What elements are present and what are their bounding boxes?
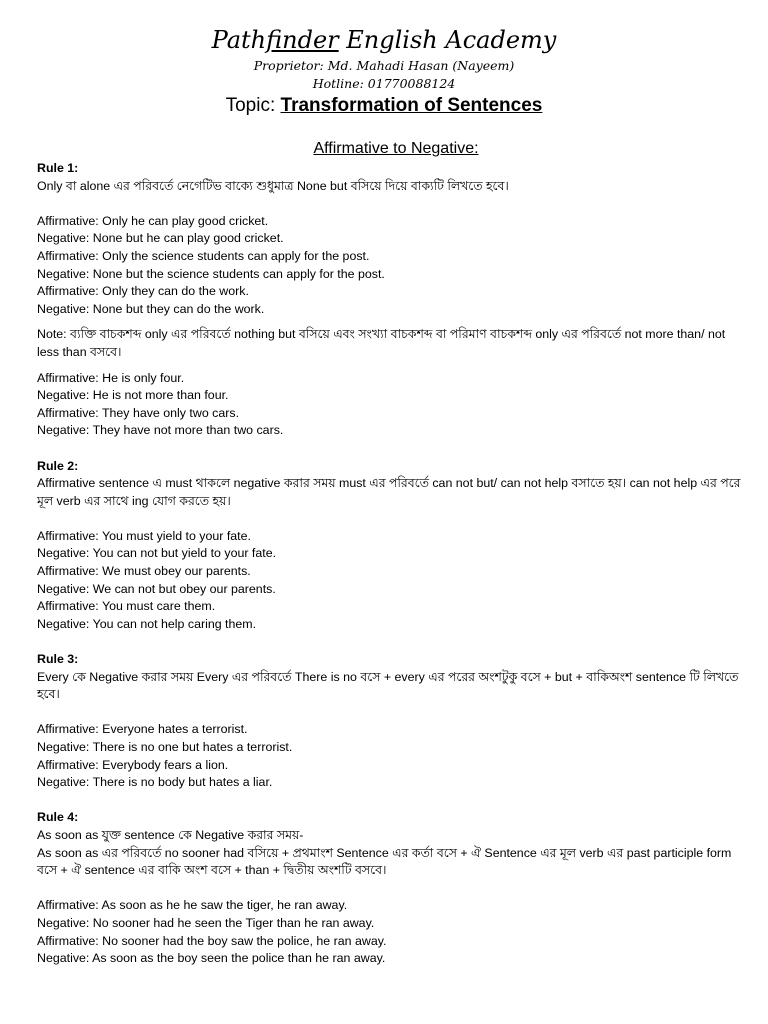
rule1-example2: Affirmative: He is only four. (37, 370, 185, 385)
rule1-example: Affirmative: Only they can do the work. (37, 284, 249, 299)
rule2-example: Negative: We can not but obey our parents. (37, 581, 276, 596)
rule2-example: Affirmative: We must obey our parents. (37, 564, 251, 579)
rule1-example: Affirmative: Only the science students can apply for the post. (37, 248, 370, 263)
rule4-description-2: As soon as এর পরিবর্তে no sooner had বসিয়ে + প্রথমাংশ Sentence এর কর্তা বসে + ঐ Sentence এর মূল verb এর past participle form বসে + ঐ sentence এর বাকি অংশ বসে + than + দ্বিতীয় অংশটি বসবে। (37, 845, 732, 878)
rule1-example2: Negative: He is not more than four. (37, 388, 229, 403)
rule1-description: Only বা alone এর পরিবর্তে নেগেটিভ বাক্যে শুধুমাত্র None but বসিয়ে দিয়ে বাক্যটি লিখতে হবে। (37, 178, 509, 193)
rule4-example: Affirmative: As soon as he he saw the tiger, he ran away. (37, 898, 348, 913)
rule1-heading: Rule 1: (37, 161, 79, 175)
rule2-heading: Rule 2: (37, 458, 79, 473)
rule2-example: Negative: You can not help caring them. (37, 616, 257, 631)
academy-title (0, 24, 768, 56)
rule4-heading: Rule 4: (37, 810, 79, 825)
rule3-heading: Rule 3: (37, 652, 79, 667)
rule1-example: Affirmative: Only he can play good cricket. (37, 213, 269, 228)
rule1-example: Negative: None but they can do the work. (37, 301, 265, 316)
rule2-description: Affirmative sentence এ must থাকলে negative করার সময় must এর পরিবর্তে can not but/ can not help বসাতে হয়। can not help এর পরে মূল verb এর সাথে ing যোগ করতে হয়। (37, 476, 741, 508)
rule1-example2: Negative: They have not more than two cars. (37, 423, 284, 438)
rule1-example2: Affirmative: They have only two cars. (37, 405, 240, 420)
rule3-description: Every কে Negative করার সময় Every এর পরিবর্তে There is no বসে + every এর পরের অংশটুকু বসে + but + বাকিঅংশ sentence টি লিখতে হবে। (37, 669, 739, 702)
rule1-example: Negative: None but he can play good cricket. (37, 231, 284, 246)
rule1-example: Negative: None but the science students can apply for the post. (37, 266, 385, 281)
title-part-2: English Academy (338, 26, 557, 54)
topic-label: Topic: (225, 95, 281, 116)
rule3-example: Affirmative: Everyone hates a terrorist. (37, 722, 248, 737)
rule3-example: Affirmative: Everybody fears a lion. (37, 757, 229, 772)
rule4-example: Affirmative: No sooner had the boy saw the police, he ran away. (37, 933, 387, 948)
rule4-example: Negative: As soon as the boy seen the police than he ran away. (37, 951, 386, 966)
section-title: Affirmative to Negative: (313, 140, 479, 157)
rule3-example: Negative: There is no one but hates a terrorist. (37, 740, 293, 754)
rule2-example: Affirmative: You must yield to your fate. (37, 528, 251, 543)
hotline-line: Hotline: 01770088124 (312, 76, 456, 91)
rule3-example: Negative: There is no body but hates a liar. (37, 775, 273, 790)
rule4-description-1: As soon as যুক্ত sentence কে Negative করার সময়- (37, 827, 304, 842)
proprietor-line: Proprietor: Md. Mahadi Hasan (Nayeem) (253, 58, 515, 73)
topic-value: Transformation of Sentences (280, 95, 543, 116)
title-part-underlined: finder (266, 26, 339, 54)
rule2-example: Affirmative: You must care them. (37, 599, 216, 614)
topic-line (0, 94, 768, 118)
title-part-1: Path (211, 26, 267, 54)
rule4-example: Negative: No sooner had he seen the Tiger than he ran away. (37, 915, 375, 930)
rule2-example: Negative: You can not but yield to your fate. (37, 546, 277, 561)
document-content (37, 160, 749, 968)
rule1-note: Note: ব্যক্তি বাচকশব্দ only এর পরিবর্তে nothing but বসিয়ে এবং সংখ্যা বাচকশব্দ বা পরিমাণ বাচকশব্দ only এর পরিবর্তে not more than/ not less than বসবে। (37, 327, 726, 359)
